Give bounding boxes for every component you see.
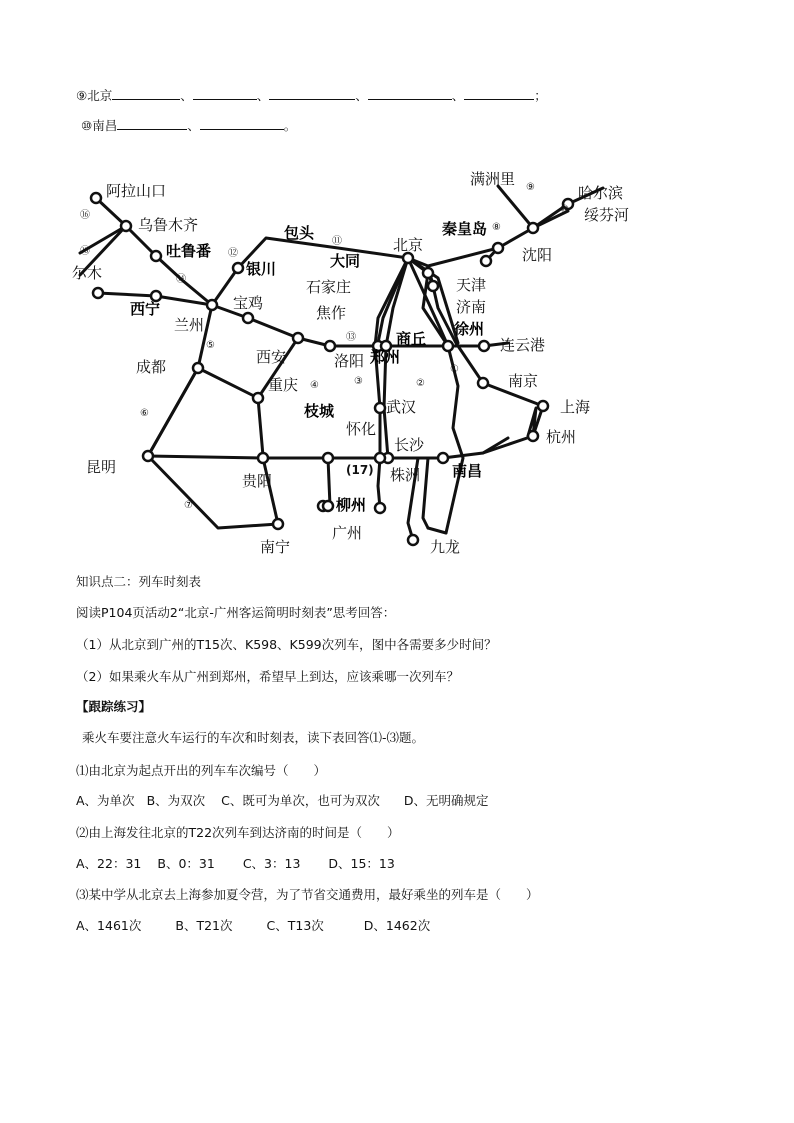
city-label: 兰州 bbox=[174, 316, 205, 334]
option-c[interactable]: C、3：13 bbox=[242, 856, 301, 871]
practice-intro: 乘火车要注意火车运行的车次和时刻表，读下表回答⑴-⑶题。 bbox=[82, 730, 425, 745]
route-number: ⑫ bbox=[228, 248, 238, 259]
city-label: 杭州 bbox=[546, 428, 577, 446]
q9-line bbox=[76, 86, 547, 104]
route-number: ⑬ bbox=[346, 332, 356, 343]
practice-question-stem: ⑴由北京为起点开出的列车车次编号（ ） bbox=[76, 763, 327, 778]
practice-question-stem: ⑵由上海发往北京的T22次列车到达济南的时间是（ ） bbox=[76, 825, 400, 840]
route-number: ③ bbox=[354, 376, 363, 387]
separator: 。 bbox=[283, 118, 297, 133]
city-label: 柳州 bbox=[336, 496, 367, 514]
section-intro: 阅读P104页活动2“北京-广州客运简明时刻表”思考回答： bbox=[76, 605, 396, 620]
separator: ； bbox=[534, 88, 547, 103]
city-label: 西宁 bbox=[130, 300, 161, 318]
city-label: 乌鲁木齐 bbox=[138, 216, 199, 234]
answer-blank[interactable] bbox=[193, 87, 257, 100]
city-label: 阿拉山口 bbox=[106, 182, 167, 200]
city-label: 焦作 bbox=[316, 304, 347, 322]
route-number: (17) bbox=[346, 463, 374, 477]
city-label: 宝鸡 bbox=[233, 294, 264, 312]
city-label: 重庆 bbox=[268, 376, 299, 394]
city-label: 长沙 bbox=[394, 436, 425, 454]
city-label: 济南 bbox=[456, 298, 487, 316]
city-label: 尔木 bbox=[72, 264, 103, 282]
railway-map bbox=[72, 168, 630, 560]
route-number: ⑤ bbox=[206, 340, 215, 351]
answer-blank[interactable] bbox=[464, 87, 534, 100]
section-heading: 知识点二：列车时刻表 bbox=[76, 574, 202, 589]
option-a[interactable]: A、1461次 bbox=[76, 918, 142, 933]
q9-label: ⑨北京 bbox=[76, 88, 113, 103]
city-label: 银川 bbox=[246, 260, 277, 278]
city-label: 沈阳 bbox=[522, 246, 553, 264]
practice-options bbox=[76, 854, 395, 872]
city-label: 绥芬河 bbox=[584, 206, 630, 224]
city-label: 株洲 bbox=[390, 466, 421, 484]
route-number: ⑨ bbox=[526, 182, 535, 193]
city-label: 徐州 bbox=[454, 320, 485, 338]
practice-question-stem: ⑶某中学从北京去上海参加夏令营，为了节省交通费用，最好乘坐的列车是（ ） bbox=[76, 887, 539, 902]
city-label: 天津 bbox=[456, 276, 487, 294]
city-label: 昆明 bbox=[86, 458, 117, 476]
option-b[interactable]: B、0：31 bbox=[157, 856, 215, 871]
route-number: ⑧ bbox=[492, 222, 501, 233]
city-label: 南京 bbox=[508, 372, 539, 390]
option-c[interactable]: C、既可为单次，也可为双次 bbox=[221, 793, 380, 808]
route-number: ④ bbox=[310, 380, 319, 391]
option-c[interactable]: C、T13次 bbox=[266, 918, 324, 933]
city-label: 哈尔滨 bbox=[578, 184, 624, 202]
answer-blank[interactable] bbox=[269, 87, 355, 100]
city-label: 武汉 bbox=[386, 398, 417, 416]
option-d[interactable]: D、1462次 bbox=[363, 918, 431, 933]
route-number: ⑭ bbox=[176, 274, 186, 285]
separator: 、 bbox=[451, 88, 465, 103]
practice-heading: 【跟踪练习】 bbox=[76, 699, 152, 714]
route-number: ⑩ bbox=[560, 204, 569, 215]
practice-options bbox=[76, 916, 430, 934]
city-label: 大同 bbox=[330, 252, 361, 270]
option-b[interactable]: B、为双次 bbox=[146, 793, 206, 808]
practice-options bbox=[76, 791, 489, 809]
city-label: 石家庄 bbox=[306, 278, 352, 296]
city-label: 成都 bbox=[136, 358, 167, 376]
q10-line bbox=[81, 116, 296, 134]
city-label: 秦皇岛 bbox=[442, 220, 488, 238]
city-label: 贵阳 bbox=[242, 472, 273, 490]
route-number: ⑪ bbox=[332, 236, 342, 247]
route-number: ⑥ bbox=[140, 408, 149, 419]
city-label: 九龙 bbox=[430, 538, 461, 556]
separator: 、 bbox=[187, 118, 200, 133]
separator: 、 bbox=[180, 88, 193, 103]
city-label: 西安 bbox=[256, 348, 287, 366]
city-label: 郑州 bbox=[370, 348, 401, 366]
question-1: （1）从北京到广州的T15次、K598、K599次列车，图中各需要多少时间？ bbox=[76, 637, 497, 652]
city-label: 满洲里 bbox=[470, 170, 516, 188]
option-a[interactable]: A、22：31 bbox=[76, 856, 142, 871]
question-2: （2）如果乘火车从广州到郑州，希望早上到达，应该乘哪一次列车？ bbox=[76, 669, 459, 684]
answer-blank[interactable] bbox=[112, 87, 180, 100]
city-label: 上海 bbox=[560, 398, 591, 416]
answer-blank[interactable] bbox=[368, 87, 452, 100]
route-number: ② bbox=[416, 378, 425, 389]
answer-blank[interactable] bbox=[117, 117, 187, 130]
route-number: ⑯ bbox=[80, 210, 90, 221]
city-label: 洛阳 bbox=[334, 352, 365, 370]
city-label: 广州 bbox=[332, 524, 363, 542]
route-number: ① bbox=[450, 364, 459, 375]
city-labels bbox=[72, 170, 629, 556]
city-label: 北京 bbox=[393, 236, 424, 254]
city-label: 怀化 bbox=[346, 420, 377, 438]
route-number: ⑮ bbox=[80, 246, 90, 257]
route-number: ⑦ bbox=[184, 500, 193, 511]
city-label: 包头 bbox=[284, 224, 315, 242]
city-label: 连云港 bbox=[500, 336, 546, 354]
option-a[interactable]: A、为单次 bbox=[76, 793, 135, 808]
option-d[interactable]: D、无明确规定 bbox=[403, 793, 489, 808]
city-label: 吐鲁番 bbox=[166, 242, 212, 260]
q10-label: ⑩南昌 bbox=[81, 118, 118, 133]
city-label: 南昌 bbox=[452, 462, 483, 480]
city-label: 南宁 bbox=[260, 538, 291, 556]
separator: 、 bbox=[256, 88, 270, 103]
separator: 、 bbox=[355, 88, 368, 103]
option-d[interactable]: D、15：13 bbox=[328, 856, 395, 871]
city-label: 枝城 bbox=[304, 402, 335, 420]
answer-blank[interactable] bbox=[200, 117, 284, 130]
city-label: 商丘 bbox=[396, 330, 427, 348]
option-b[interactable]: B、T21次 bbox=[175, 918, 233, 933]
